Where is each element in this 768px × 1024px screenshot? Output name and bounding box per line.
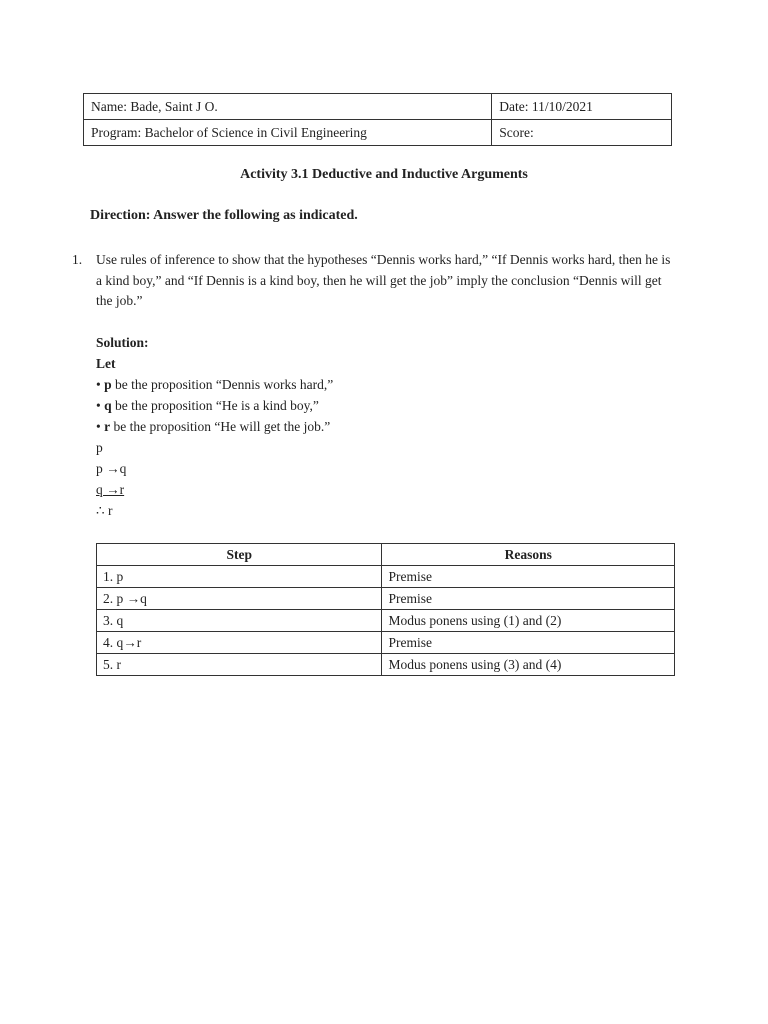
step-cell: 2. p →q (97, 588, 382, 610)
reasons-header: Reasons (382, 544, 675, 566)
definition-text: be the proposition “He is a kind boy,” (111, 398, 319, 413)
variable-q: q (104, 398, 112, 413)
step-cell: 4. q→r (97, 632, 382, 654)
table-row (97, 610, 675, 632)
reason-cell: Modus ponens using (1) and (2) (382, 610, 675, 632)
solution-heading: Solution: (96, 335, 149, 350)
definition-item (96, 416, 333, 437)
table-row (97, 588, 675, 610)
definition-text: be the proposition “Dennis works hard,” (111, 377, 334, 392)
argument-line-underlined (96, 479, 333, 500)
argument-line: p →q (96, 461, 127, 476)
step-cell: 5. r (97, 654, 382, 676)
variable-p: p (104, 377, 112, 392)
variable-r: r (104, 419, 111, 434)
reason-cell: Premise (382, 566, 675, 588)
definition-item (96, 395, 333, 416)
step-header: Step (97, 544, 382, 566)
question-number: 1. (72, 252, 83, 267)
direction-text: Direction: Answer the following as indicated. (90, 208, 358, 223)
definition-text: be the proposition “He will get the job.” (110, 419, 331, 434)
argument-premise: q →r (96, 482, 125, 497)
let-label: Let (96, 356, 116, 371)
table-row (97, 632, 675, 654)
step-cell: 3. q (97, 610, 382, 632)
program-cell: Program: Bachelor of Science in Civil Engineering (84, 120, 492, 146)
argument-line: p (96, 440, 103, 455)
bullet: • (96, 419, 101, 434)
info-row (84, 120, 672, 146)
score-cell: Score: (492, 120, 672, 146)
date-cell: Date: 11/10/2021 (492, 94, 672, 120)
solution-block (96, 332, 333, 521)
steps-table (96, 543, 675, 676)
argument-conclusion: ∴ r (96, 503, 113, 518)
reason-cell: Modus ponens using (3) and (4) (382, 654, 675, 676)
info-row (84, 94, 672, 120)
table-row (97, 566, 675, 588)
name-cell: Name: Bade, Saint J O. (84, 94, 492, 120)
definition-item (96, 374, 333, 395)
activity-title: Activity 3.1 Deductive and Inductive Arguments (240, 167, 528, 182)
question-item (72, 250, 672, 312)
question-text: Use rules of inference to show that the hypotheses “Dennis works hard,” “If Dennis works hard, then he is a kind boy,” and “If Dennis is a kind boy, then he will get the job” imply the conclusion “Dennis will get the job.” (96, 252, 671, 308)
table-row (97, 654, 675, 676)
reason-cell: Premise (382, 632, 675, 654)
table-header-row (97, 544, 675, 566)
step-cell: 1. p (97, 566, 382, 588)
bullet: • (96, 398, 101, 413)
bullet: • (96, 377, 101, 392)
student-info-table (83, 93, 672, 146)
reason-cell: Premise (382, 588, 675, 610)
